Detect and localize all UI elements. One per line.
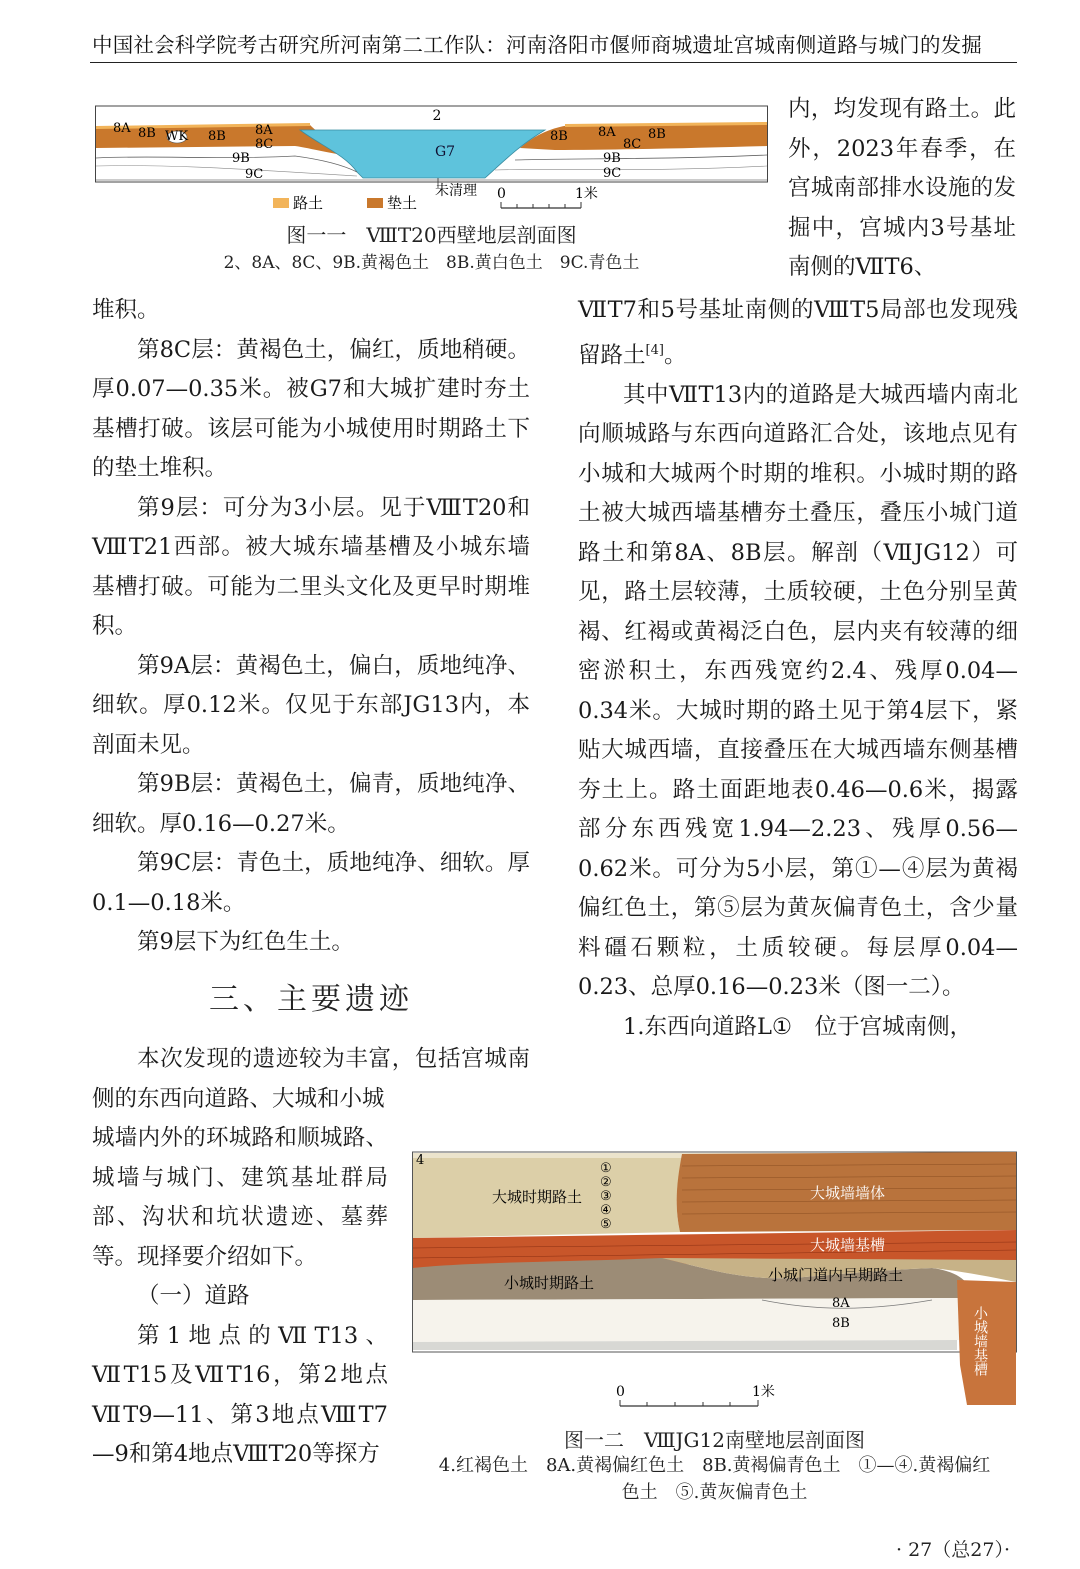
fig1-label-9b-left: 9B [232, 151, 250, 166]
fig1-scale-zero: 0 [497, 186, 506, 202]
figure-1-note: 2、8A、8C、9B.黄褐色土 8B.黄白色土 9C.青色土 [223, 253, 640, 273]
left-paragraph-6: 第9层下为红色生土。 [137, 929, 354, 955]
left-paragraph-0: 堆积。 [92, 297, 160, 323]
figure-2-note-line2: 色土 ⑤.黄灰偏青色土 [621, 1482, 808, 1503]
intro-wide-text: 本次发现的遗迹较为丰富，包括宫城南侧的东西向道路、大城和小城 [92, 1046, 530, 1112]
fig1-label-wk: WK [165, 129, 189, 144]
right-paragraph-2: 1.东西向道路L① 位于宫城南侧， [623, 1013, 973, 1040]
running-head: 中国社会科学院考古研究所河南第二工作队：河南洛阳市偃师商城遗址宫城南侧道路与城门的发掘 [92, 33, 983, 57]
figure-2-profile [412, 1150, 1017, 1425]
fig2-scale-one: 1米 [752, 1384, 775, 1400]
fig1-label-8b-mid: 8B [208, 129, 226, 144]
fig2-label-8b: 8B [832, 1316, 850, 1331]
right-top-paragraph: 内，均发现有路土。此外，2023年春季，在宫城南部排水设施的发掘中，宫城内3号基址南侧的ⅦT6、 [788, 96, 1016, 280]
fig1-label-9c-left: 9C [245, 167, 264, 182]
fig1-label-8b-right: 8B [550, 129, 568, 144]
fig1-label-8c-right: 8C [623, 137, 642, 152]
intro-wide [92, 1040, 530, 1119]
fig2-label-c1: ① [600, 1161, 612, 1176]
fig2-label-big-road: 大城时期路土 [492, 1188, 583, 1206]
figure-2-note-line1: 4.红褐色土 8A.黄褐偏红色土 8B.黄褐偏青色土 ①—④.黄褐偏红 [438, 1455, 991, 1476]
fig1-label-2: 2 [432, 108, 442, 124]
intro-narrow-text: 城墙内外的环城路和顺城路、城墙与城门、建筑基址群局部、沟状和坑状遗迹、墓葬等。现择要介绍如下。 [92, 1125, 388, 1270]
left-paragraph-3: 第9A层：黄褐色土，偏白，质地纯净、细软。厚0.12米。仅见于东部JG13内，本剖面未见。 [92, 652, 530, 758]
fig2-label-4: 4 [416, 1153, 425, 1168]
legend-pad-label: 垫土 [387, 194, 418, 212]
left-paragraph-2: 第9层：可分为3小层。见于ⅧT20和ⅧT21西部。被大城东墙基槽及小城东墙基槽打破。可能为二里头文化及更早时期堆积。 [92, 494, 530, 639]
legend-pad-swatch [367, 198, 383, 208]
left-paragraph-1: 第8C层：黄褐色土，偏红，质地稍硬。厚0.07—0.35米。被G7和大城扩建时夯土基槽打破。该层可能为小城使用时期路土下的垫土堆积。 [92, 336, 530, 481]
fig1-label-g7: G7 [435, 144, 456, 160]
fig1-label-8a-right: 8A [598, 125, 616, 140]
fig1-scale-one: 1米 [575, 186, 598, 202]
fig1-label-uncleared: 未清理 [435, 183, 477, 199]
figure-2-note [412, 1452, 1017, 1506]
page-number: · 27（总27）· [896, 1539, 1010, 1561]
section-title: 三、主要遗迹 [209, 982, 413, 1017]
left-column [92, 291, 530, 963]
fig1-label-8a-mid: 8A [255, 123, 273, 138]
roads-subheading: （一）道路 [137, 1283, 250, 1309]
fig1-label-9c-right: 9C [603, 166, 622, 181]
fig1-label-8b-right2: 8B [648, 127, 666, 142]
fig2-label-c2: ② [600, 1175, 612, 1190]
legend-road-swatch [273, 198, 289, 208]
figure-1-caption: 图一一 ⅧT20西壁地层剖面图 [286, 223, 577, 247]
fig1-label-8a-left: 8A [113, 121, 131, 136]
roads-paragraph: 第1地点的ⅦT13、ⅦT15及ⅦT16，第2地点ⅦT9—11、第3地点ⅧT7—9和第4地点ⅧT20等探方 [92, 1322, 388, 1467]
left-paragraph-4: 第9B层：黄褐色土，偏青，质地纯净、细软。厚0.16—0.27米。 [92, 771, 530, 837]
left-paragraph-5: 第9C层：青色土，质地纯净、细软。厚0.1—0.18米。 [92, 850, 530, 916]
right-top-text [788, 90, 1016, 288]
fig1-label-8c-mid: 8C [255, 137, 274, 152]
fig2-label-small-trench: 小城墙基槽 [972, 1306, 988, 1376]
left-narrow-column [92, 1119, 388, 1475]
right-paragraph-0: ⅦT7和5号基址南侧的ⅧT5局部也发现残留路土[4]。 [578, 297, 1018, 368]
header-rule [90, 62, 1017, 63]
right-column [578, 291, 1018, 1047]
fig2-label-8a: 8A [832, 1296, 850, 1311]
figure-2-caption: 图一二 ⅧJG12南壁地层剖面图 [564, 1428, 865, 1452]
fig1-label-9b-right: 9B [603, 151, 621, 166]
fig2-label-c3: ③ [600, 1189, 612, 1204]
fig2-label-wall-body: 大城墙墙体 [810, 1184, 886, 1202]
fig2-scale-zero: 0 [616, 1384, 625, 1400]
right-paragraph-1: 其中ⅦT13内的道路是大城西墙内南北向顺城路与东西向道路汇合处，该地点见有小城和大城两个时期的堆积。小城时期的路土被大城西墙基槽夯土叠压，叠压小城门道路土和第8A、8B层。解剖（ⅦJG12）可见，路土层较薄，土质较硬，土色分别呈黄褐、红褐或黄褐泛白色，层内夹有较薄的细密淤积土，东西残宽约2.4、残厚0.04—0.34米。大城时期的路土见于第4层下，紧贴大城西墙，直接叠压在大城西墙东侧基槽夯土上。路土面距地表0.46—0.6米，揭露部分东西残宽1.94—2.23、残厚0.56—0.62米。可分为5小层，第①—④层为黄褐偏红色土，第⑤层为黄灰偏青色土，含少量料礓石颗粒，土质较硬。每层厚0.04—0.23、总厚0.16—0.23米（图一二）。 [578, 381, 1018, 1000]
fig2-label-c5: ⑤ [600, 1217, 612, 1232]
citation-4[interactable]: [4] [645, 342, 664, 358]
legend-road-label: 路土 [293, 194, 324, 212]
fig1-label-8b-left: 8B [138, 126, 156, 141]
fig2-label-small-road: 小城时期路土 [504, 1274, 595, 1292]
fig2-label-c4: ④ [600, 1203, 612, 1218]
fig2-label-wall-trench: 大城墙基槽 [810, 1236, 886, 1254]
fig2-label-gate-road: 小城门道内早期路土 [768, 1266, 904, 1284]
